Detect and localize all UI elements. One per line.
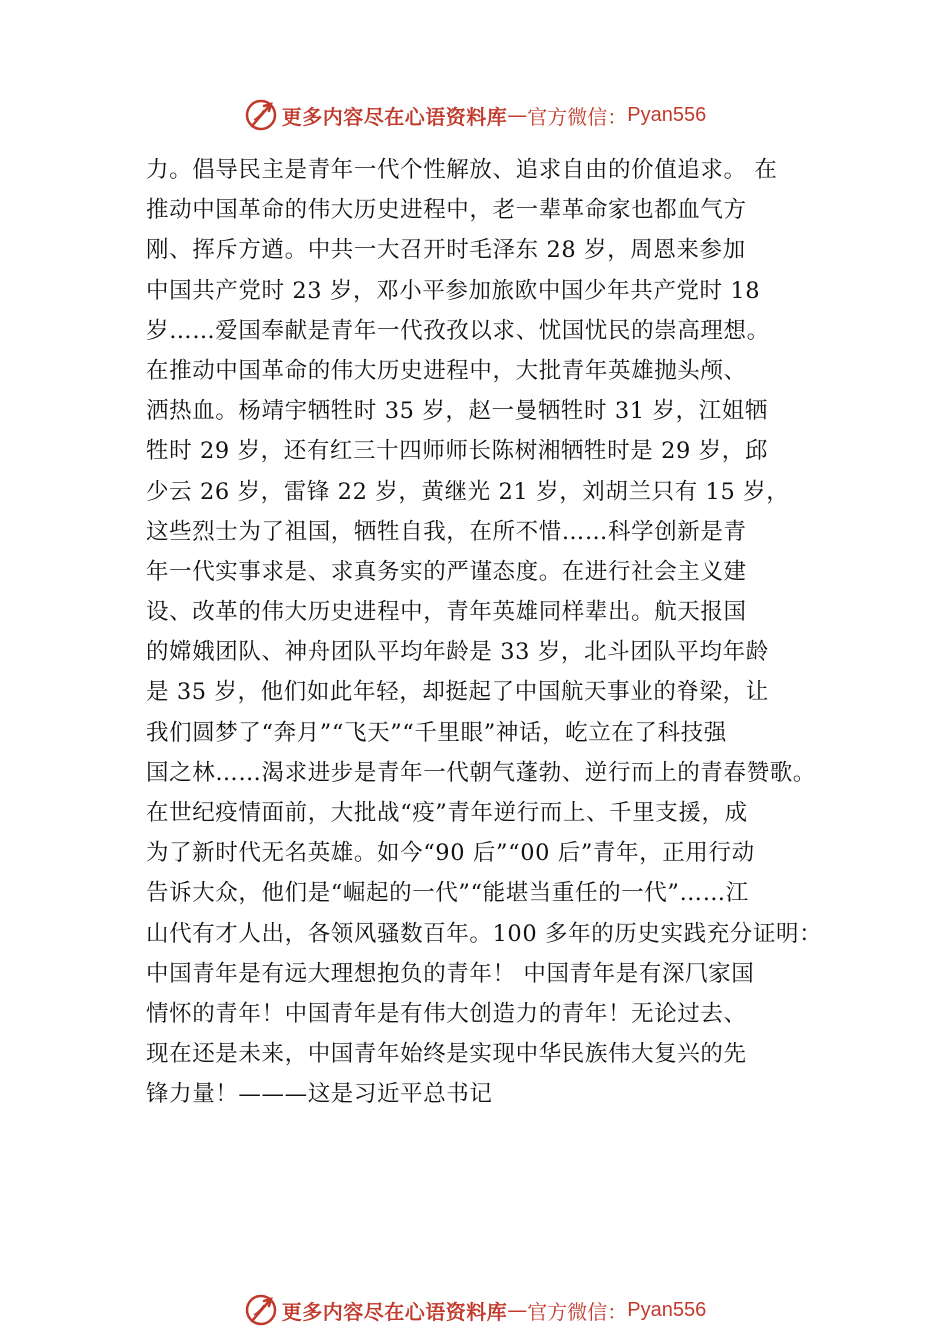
body-line: 国之林……渴求进步是青年一代朝气蓬勃、逆行而上的青春赞歌。 bbox=[146, 759, 816, 786]
footer-contact-id: Pyan556 bbox=[627, 1298, 707, 1321]
header-banner bbox=[0, 95, 950, 135]
document-body bbox=[146, 150, 836, 1115]
body-line: 在世纪疫情面前，大批战“疫”青年逆行而上、千里支援，成 bbox=[146, 800, 748, 826]
body-line: 力。倡导民主是青年一代个性解放、追求自由的价值追求。 在 bbox=[146, 157, 778, 183]
body-line: 中国青年是有远大理想抱负的青年！ 中国青年是有深⺇家国 bbox=[146, 960, 755, 987]
header-brand: 更多内容尽在心语资料库 bbox=[281, 104, 508, 129]
body-line: 中国共产党时 23 岁，邓小平参加旅欧中国少年共产党时 18 bbox=[146, 277, 761, 304]
footer-brand: 更多内容尽在心语资料库 bbox=[281, 1299, 508, 1324]
body-line: 我们圆梦了“奔月”“飞天”“千里眼”神话，屹立在了科技强 bbox=[146, 719, 727, 746]
header-dash: — bbox=[507, 103, 528, 127]
footer-contact-label: 官方微信： bbox=[527, 1299, 628, 1324]
quill-logo-icon bbox=[244, 98, 278, 132]
body-line: 洒热血。杨靖宇牺牲时 35 岁，赵一曼牺牲时 31 岁，江姐牺 bbox=[146, 398, 768, 425]
body-line: 少云 26 岁，雷锋 22 岁，黄继光 21 岁，刘胡兰只有 15 岁， bbox=[146, 478, 790, 505]
quill-logo-icon bbox=[244, 1293, 278, 1327]
footer-banner bbox=[0, 1290, 950, 1330]
body-line: 年一代实事求是、求真务实的严谨态度。在进行社会主义建 bbox=[146, 558, 747, 585]
body-line: 现在还是未来，中国青年始终是实现中华民族伟大复兴的先 bbox=[146, 1041, 747, 1068]
body-line: 牲时 29 岁，还有红三十四师师长陈树湘牺牲时是 29 岁，邱 bbox=[146, 438, 768, 465]
body-line: 情怀的青年！中国青年是有伟大创造力的青年！无论过去、 bbox=[146, 1000, 747, 1027]
body-line: 设、改革的伟大历史进程中，青年英雄同样辈出。航天报国 bbox=[146, 599, 747, 626]
header-contact-label: 官方微信： bbox=[527, 104, 628, 129]
body-line: 为了新时代无名英雄。如今“90 后”“00 后”青年，正用行动 bbox=[146, 840, 755, 867]
body-line: 这些烈士为了祖国，牺牲自我，在所不惜……科学创新是青 bbox=[146, 518, 747, 545]
body-line: 山代有才人出，各领风骚数百年。100 多年的历史实践充分证明： bbox=[146, 920, 823, 947]
body-line: 锋力量！———这是习近平总书记 bbox=[146, 1081, 493, 1108]
body-line: 刚、挥斥方遒。中共一大召开时毛泽东 28 岁，周恩来参加 bbox=[146, 237, 746, 264]
body-line: 是 35 岁，他们如此年轻，却挺起了中国航天事业的脊梁，让 bbox=[146, 679, 769, 706]
footer-dash: — bbox=[507, 1298, 528, 1322]
header-contact-id: Pyan556 bbox=[627, 103, 707, 126]
body-line: 在推动中国革命的伟大历史进程中，大批青年英雄抛头颅、 bbox=[146, 357, 747, 384]
body-line: 推动中国革命的伟大历史进程中，老一辈革命家也都血气方 bbox=[146, 197, 747, 224]
body-line: 告诉大众，他们是“崛起的一代”“能堪当重任的一代”……江 bbox=[146, 880, 749, 907]
body-line: 岁……爱国奉献是青年一代孜孜以求、忧国忧民的崇高理想。 bbox=[146, 317, 770, 344]
body-line: 的嫦娥团队、神舟团队平均年龄是 33 岁，北斗团队平均年龄 bbox=[146, 639, 769, 666]
